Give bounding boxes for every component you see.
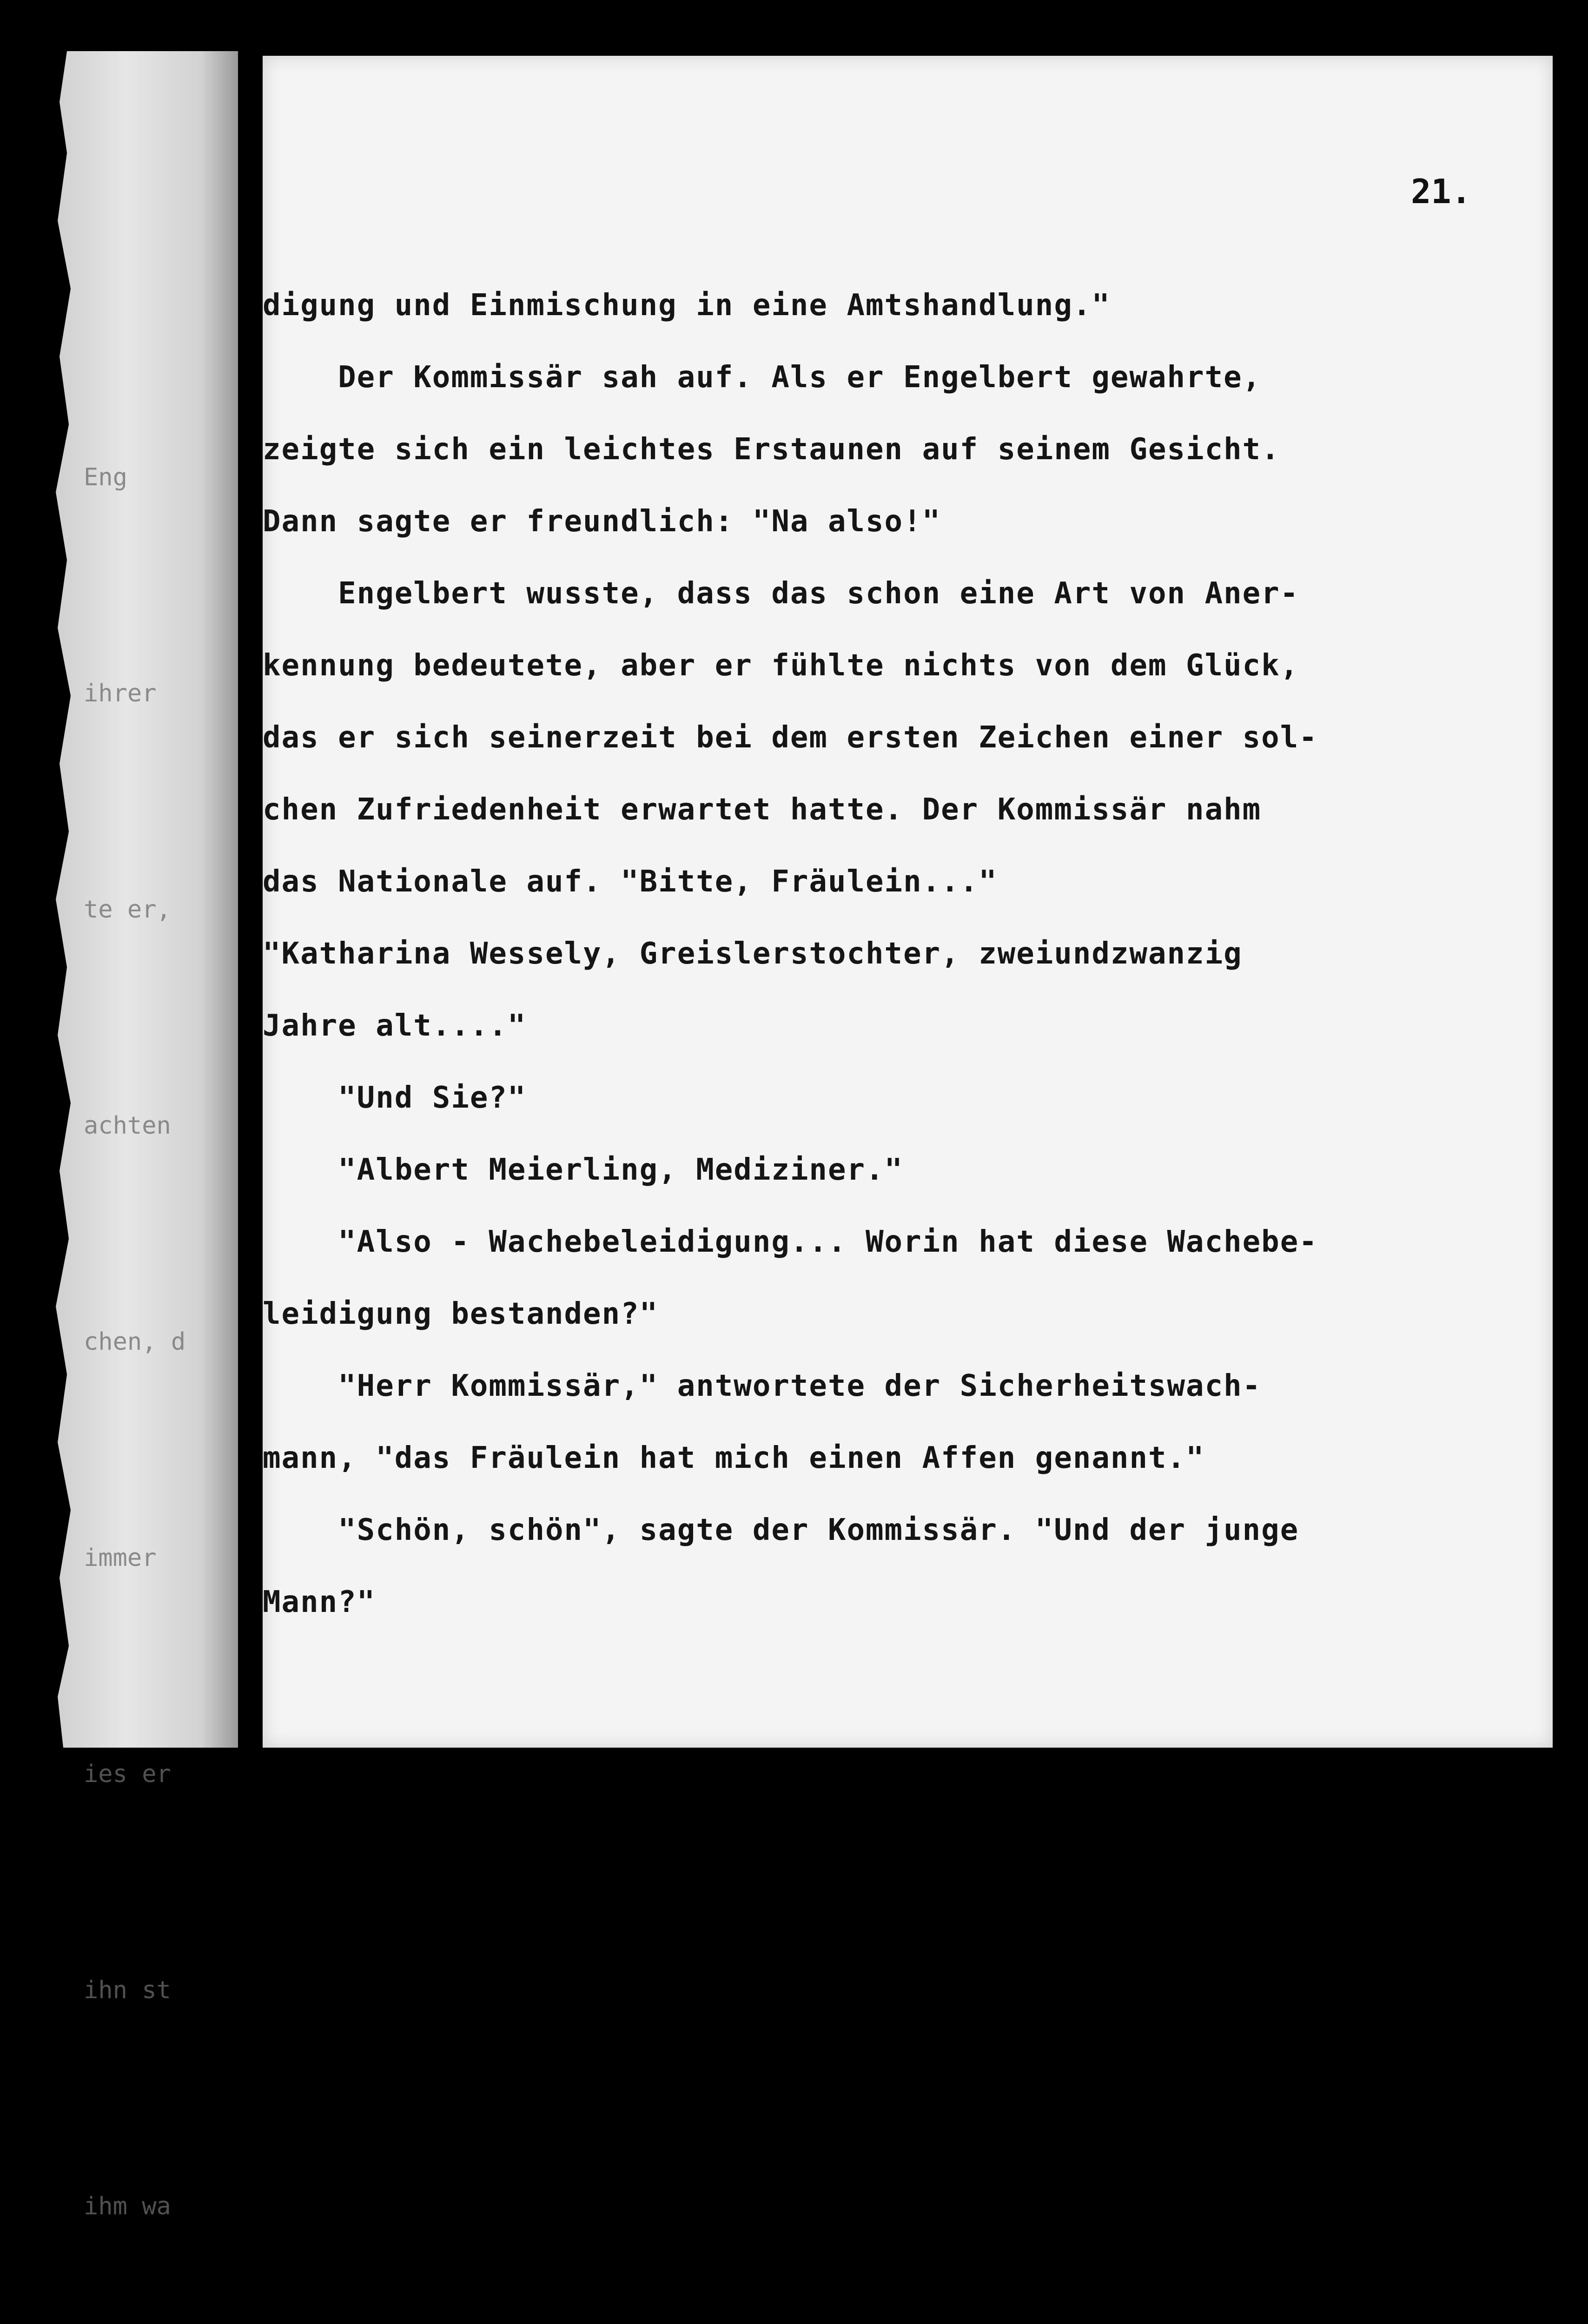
text-line: digung und Einmischung in eine Amtshandlung.": [263, 288, 1111, 323]
page-number: 21.: [1410, 172, 1471, 211]
text-line: kennung bedeutete, aber er fühlte nichts von dem Glück,: [263, 648, 1299, 683]
text-line: "Und Sie?": [263, 1081, 527, 1115]
underlying-fragment: ihrer: [84, 680, 157, 707]
text-line: leidigung bestanden?": [263, 1297, 659, 1331]
text-line: Jahre alt....": [263, 1009, 527, 1043]
text-line: Dann sagte er freundlich: "Na also!": [263, 504, 941, 539]
text-line: Mann?": [263, 1585, 376, 1619]
text-line: "Also - Wachebeleidigung... Worin hat diese Wachebe-: [263, 1225, 1318, 1259]
underlying-fragment: immer: [84, 1544, 157, 1572]
underlying-fragment: achten: [84, 1112, 171, 1140]
text-line: "Katharina Wessely, Greislerstochter, zweiundzwanzig: [263, 937, 1243, 971]
underlying-fragment: ies er: [84, 1760, 171, 1788]
text-line: chen Zufriedenheit erwartet hatte. Der Kommissär nahm: [263, 792, 1262, 827]
underlying-page-text: [84, 297, 223, 2324]
text-line: mann, "das Fräulein hat mich einen Affen genannt.": [263, 1441, 1205, 1475]
page-body-text: [263, 56, 1553, 1748]
text-line: Der Kommissär sah auf. Als er Engelbert gewahrte,: [263, 360, 1262, 395]
text-line: "Herr Kommissär," antwortete der Sicherheitswach-: [263, 1369, 1262, 1403]
underlying-fragment: ihm wa: [84, 2192, 171, 2220]
text-line: "Albert Meierling, Mediziner.": [263, 1153, 904, 1187]
underlying-fragment: chen, d: [84, 1328, 186, 1356]
text-line: zeigte sich ein leichtes Erstaunen auf seinem Gesicht.: [263, 432, 1280, 467]
underlying-fragment: Eng: [84, 463, 127, 491]
text-line: Engelbert wusste, dass das schon eine Art von Aner-: [263, 576, 1299, 611]
typescript-page: [263, 56, 1553, 1748]
text-line: das Nationale auf. "Bitte, Fräulein...": [263, 865, 998, 899]
text-line: das er sich seinerzeit bei dem ersten Zeichen einer sol-: [263, 720, 1318, 755]
text-line: "Schön, schön", sagte der Kommissär. "Und der junge: [263, 1513, 1299, 1547]
underlying-fragment: te er,: [84, 896, 171, 924]
underlying-fragment: ihn st: [84, 1976, 171, 2004]
